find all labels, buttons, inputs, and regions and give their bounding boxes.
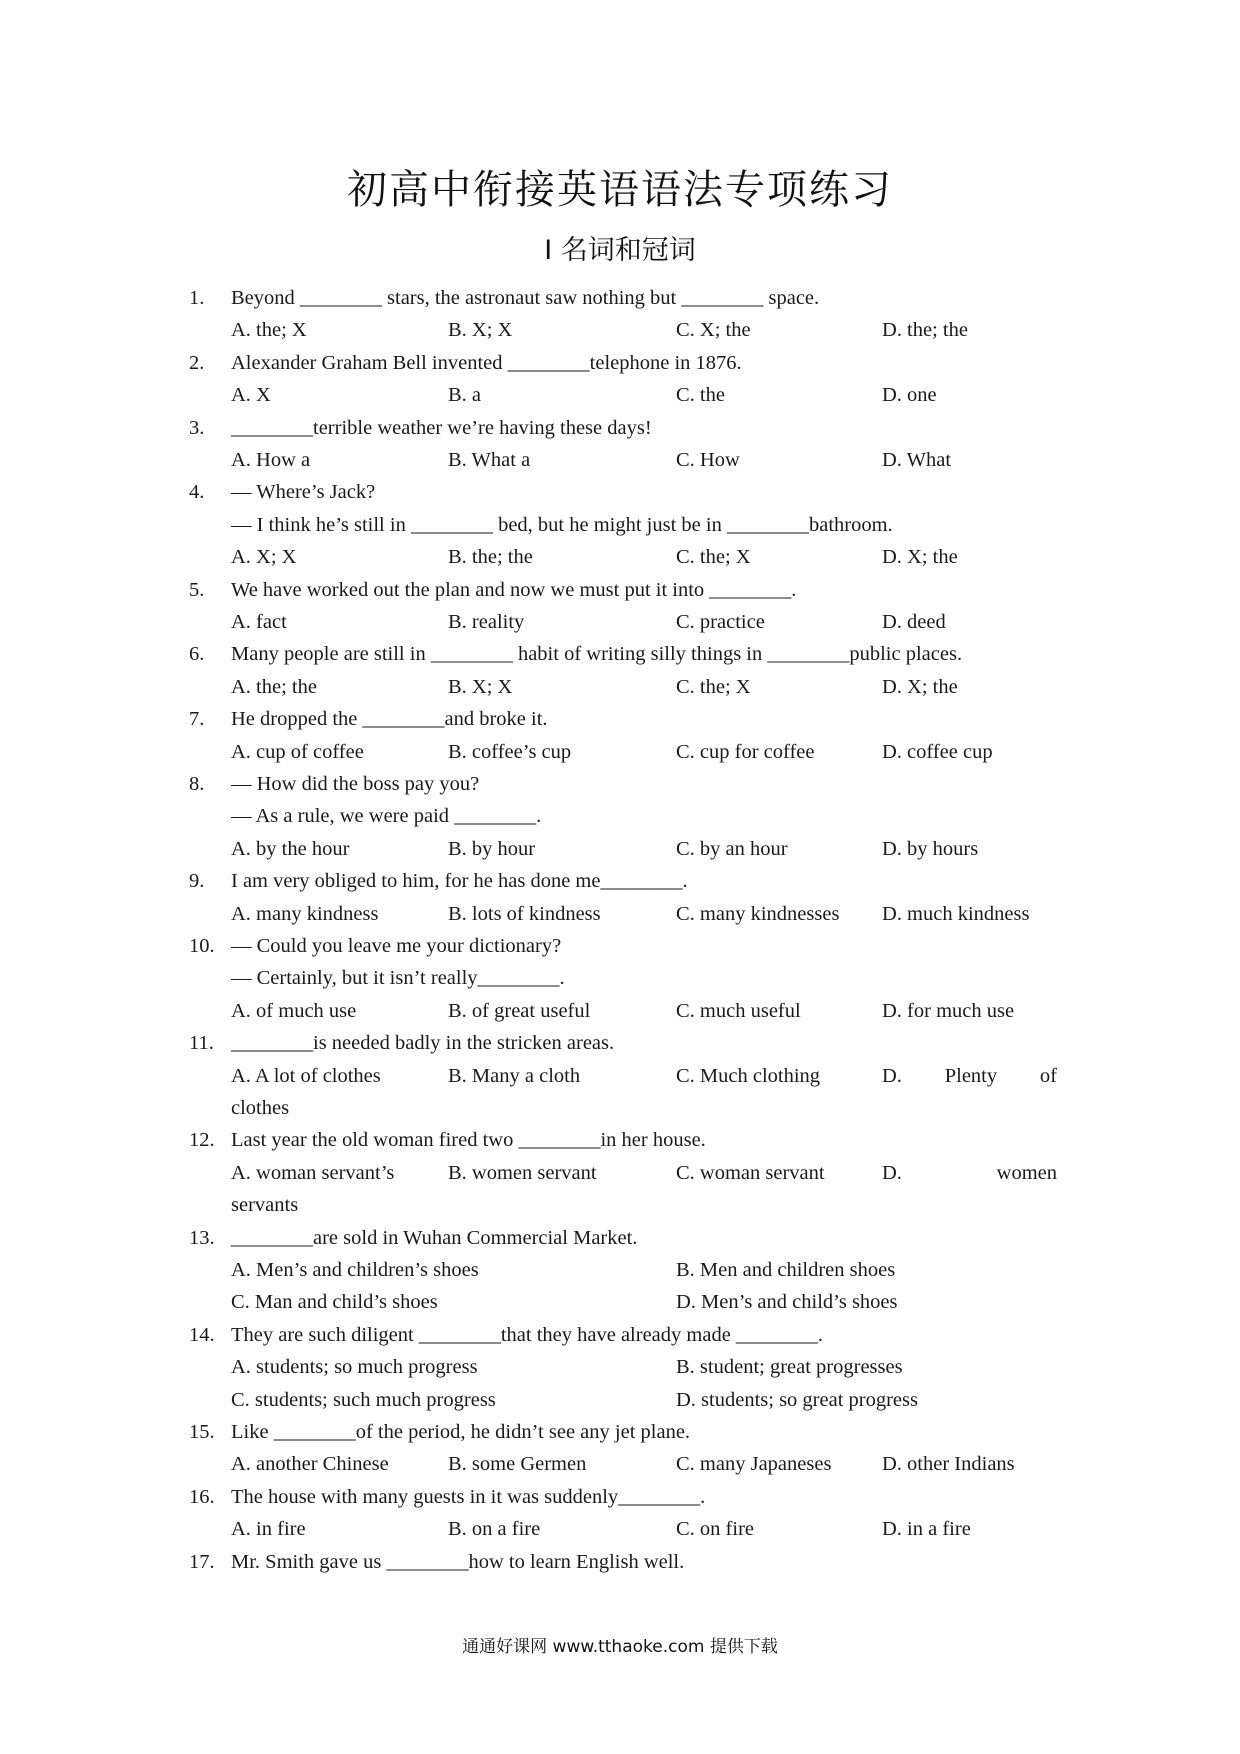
question-line xyxy=(189,1027,1069,1059)
answer-option: B. the; the xyxy=(448,546,533,569)
question-number: 11. xyxy=(189,1032,214,1055)
answer-option: B. coffee’s cup xyxy=(448,740,572,763)
question-line xyxy=(189,476,1069,508)
question-line xyxy=(189,1222,1069,1254)
answer-option: B. reality xyxy=(448,611,525,633)
question-line xyxy=(189,1319,1069,1351)
answer-option: C. X; the xyxy=(676,319,751,342)
question-stem: ________is needed badly in the stricken areas. xyxy=(231,1032,615,1055)
answer-option: B. student; great progresses xyxy=(676,1356,903,1379)
question-line xyxy=(189,412,1069,444)
question-stem: — Could you leave me your dictionary? xyxy=(231,935,562,957)
question-number: 10. xyxy=(189,935,215,957)
answer-option: C. How xyxy=(676,449,740,471)
question-number: 14. xyxy=(189,1323,215,1346)
answer-option: D. one xyxy=(882,384,937,407)
answer-option: A. How a xyxy=(231,449,311,471)
answer-option: A. A lot of clothes xyxy=(231,1064,381,1087)
question-line xyxy=(189,638,1069,670)
answer-option: C. Much clothing xyxy=(676,1064,821,1087)
question-stem: The house with many guests in it was suddenly________. xyxy=(231,1485,706,1508)
answer-option: B. Men and children shoes xyxy=(676,1259,896,1281)
answer-option: A. the; X xyxy=(231,319,307,342)
answer-option: A. the; the xyxy=(231,675,317,698)
question-number: 16. xyxy=(189,1485,215,1508)
answer-option: C. by an hour xyxy=(676,837,788,860)
question-stem: Like ________of the period, he didn’t see any jet plane. xyxy=(231,1421,691,1443)
question-number: 17. xyxy=(189,1550,215,1573)
answer-option: D. students; so great progress xyxy=(676,1388,918,1411)
question-line xyxy=(189,865,1069,897)
answer-option: D. What xyxy=(882,449,952,471)
answer-option: A. in fire xyxy=(231,1518,306,1541)
question-number: 4. xyxy=(189,481,205,504)
question-line xyxy=(189,1124,1069,1156)
question-line xyxy=(189,930,1069,962)
answer-option: A. many kindness xyxy=(231,902,379,925)
answer-option: C. cup for coffee xyxy=(676,740,815,763)
section-title: I 名词和冠词 xyxy=(544,235,696,266)
answer-option: A. Men’s and children’s shoes xyxy=(231,1259,479,1281)
answer-option: D. other Indians xyxy=(882,1453,1015,1476)
answer-option-d: D. Plenty of xyxy=(882,1064,1057,1087)
answer-option: D. by hours xyxy=(882,837,979,860)
question-line xyxy=(189,282,1069,314)
answer-option: C. Man and child’s shoes xyxy=(231,1291,438,1314)
answer-option: D. X; the xyxy=(882,546,958,569)
question-stem: — I think he’s still in ________ bed, but he might just be in ________bathroom. xyxy=(231,513,893,536)
question-number: 7. xyxy=(189,708,205,731)
answer-option: D. X; the xyxy=(882,675,958,698)
answer-option: B. some Germen xyxy=(448,1453,587,1476)
answer-option: A. of much use xyxy=(231,999,357,1022)
answer-option: C. much useful xyxy=(676,999,801,1022)
question-number: 1. xyxy=(189,287,205,309)
answer-option: A. X; X xyxy=(231,546,297,569)
footer-credit: 通通好课网 www.tthaoke.com 提供下载 xyxy=(462,1637,778,1657)
question-line xyxy=(189,347,1069,379)
question-line xyxy=(189,574,1069,606)
question-number: 2. xyxy=(189,351,205,374)
answer-option: B. X; X xyxy=(448,675,513,698)
answer-option: D. much kindness xyxy=(882,902,1030,925)
answer-option: B. a xyxy=(448,384,482,407)
answer-option: C. students; such much progress xyxy=(231,1388,496,1411)
question-number: 8. xyxy=(189,773,205,795)
question-stem: Last year the old woman fired two ________in her house. xyxy=(231,1129,706,1152)
question-stem: — Where’s Jack? xyxy=(231,481,376,504)
answer-option: B. women servant xyxy=(448,1161,597,1184)
answer-option: C. the xyxy=(676,384,725,407)
question-stem: — As a rule, we were paid ________. xyxy=(231,805,542,828)
answer-option: B. What a xyxy=(448,449,531,471)
answer-option: D. coffee cup xyxy=(882,740,993,763)
answer-option: A. cup of coffee xyxy=(231,740,364,763)
answer-option: B. Many a cloth xyxy=(448,1064,581,1087)
question-stem: Many people are still in ________ habit of writing silly things in ________public places. xyxy=(231,643,963,666)
question-stem: We have worked out the plan and now we must put it into ________. xyxy=(231,578,797,601)
question-line xyxy=(189,509,1069,541)
answer-option-d-continued: servants xyxy=(231,1194,299,1217)
question-stem: Mr. Smith gave us ________how to learn English well. xyxy=(231,1550,685,1573)
answer-option-d: D. women xyxy=(882,1161,1057,1184)
answer-option: C. practice xyxy=(676,611,765,633)
answer-option: B. X; X xyxy=(448,319,513,342)
question-line xyxy=(189,768,1069,800)
question-stem: They are such diligent ________that they have already made ________. xyxy=(231,1323,824,1346)
answer-option: D. deed xyxy=(882,611,946,633)
answer-option: A. by the hour xyxy=(231,837,350,860)
question-number: 6. xyxy=(189,643,205,666)
question-stem: — Certainly, but it isn’t really________. xyxy=(231,967,565,990)
answer-option: C. many Japaneses xyxy=(676,1453,832,1476)
question-number: 13. xyxy=(189,1226,215,1249)
page-title: 初高中衔接英语语法专项练习 xyxy=(347,167,893,213)
question-stem: — How did the boss pay you? xyxy=(231,773,480,795)
question-stem: ________terrible weather we’re having these days! xyxy=(231,416,652,439)
answer-option: B. lots of kindness xyxy=(448,902,601,925)
question-line xyxy=(189,1416,1069,1448)
answer-option: B. by hour xyxy=(448,837,536,860)
answer-option: A. fact xyxy=(231,611,287,633)
answer-option: D. in a fire xyxy=(882,1518,971,1541)
answer-option: C. woman servant xyxy=(676,1161,825,1184)
question-number: 12. xyxy=(189,1129,215,1152)
question-stem: I am very obliged to him, for he has done me________. xyxy=(231,870,688,893)
answer-option: D. for much use xyxy=(882,999,1015,1022)
question-line xyxy=(189,703,1069,735)
answer-option: B. of great useful xyxy=(448,999,591,1022)
answer-option: A. X xyxy=(231,384,271,407)
answer-option: D. the; the xyxy=(882,319,968,342)
answer-option: A. students; so much progress xyxy=(231,1356,478,1379)
question-stem: Beyond ________ stars, the astronaut saw nothing but ________ space. xyxy=(231,287,820,309)
answer-option: C. many kindnesses xyxy=(676,902,840,925)
answer-option-d-continued: clothes xyxy=(231,1097,290,1119)
question-stem: ________are sold in Wuhan Commercial Market. xyxy=(231,1226,638,1249)
answer-option: B. on a fire xyxy=(448,1518,541,1541)
question-line xyxy=(189,1481,1069,1513)
answer-option: C. on fire xyxy=(676,1518,754,1541)
question-number: 3. xyxy=(189,416,205,439)
question-line xyxy=(189,800,1069,832)
question-line xyxy=(189,962,1069,994)
answer-option: A. woman servant’s xyxy=(231,1161,395,1184)
question-stem: Alexander Graham Bell invented ________telephone in 1876. xyxy=(231,351,742,374)
answer-option: D. Men’s and child’s shoes xyxy=(676,1291,898,1314)
answer-option: A. another Chinese xyxy=(231,1453,389,1476)
question-number: 5. xyxy=(189,578,205,601)
question-line xyxy=(189,1546,1069,1578)
answer-option: C. the; X xyxy=(676,675,751,698)
question-number: 9. xyxy=(189,870,205,893)
question-stem: He dropped the ________and broke it. xyxy=(231,708,548,731)
question-number: 15. xyxy=(189,1421,215,1443)
answer-option: C. the; X xyxy=(676,546,751,569)
